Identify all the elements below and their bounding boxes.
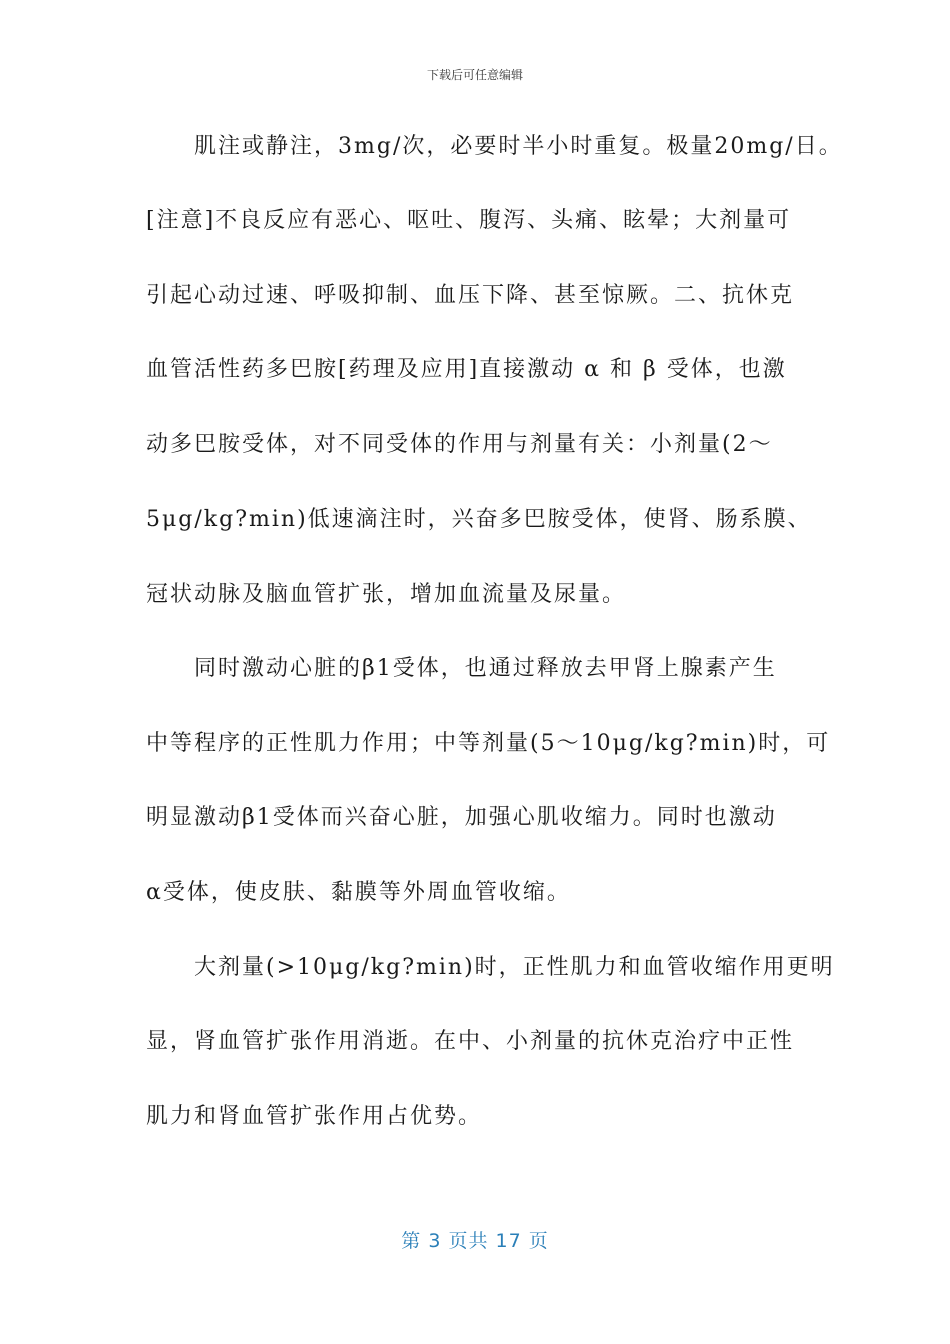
text-line: 肌注或静注，3mg/次，必要时半小时重复。极量20mg/日。 [194, 134, 843, 159]
text-line: 同时激动心脏的β1受体，也通过释放去甲肾上腺素产生 [194, 656, 777, 681]
text-line: 显，肾血管扩张作用消逝。在中、小剂量的抗休克治疗中正性 [146, 1029, 795, 1054]
text-line: 引起心动过速、呼吸抑制、血压下降、甚至惊厥。二、抗休克 [146, 283, 795, 308]
page-number-footer: 第 3 页共 17 页 [401, 1230, 549, 1252]
text-line: α受体，使皮肤、黏膜等外周血管收缩。 [146, 880, 571, 905]
text-line: 中等程序的正性肌力作用；中等剂量(5～10μg/kg?min)时，可 [146, 731, 831, 756]
text-line: 5μg/kg?min)低速滴注时，兴奋多巴胺受体，使肾、肠系膜、 [146, 507, 812, 532]
text-line: 冠状动脉及脑血管扩张，增加血流量及尿量。 [146, 582, 627, 607]
text-line: 肌力和肾血管扩张作用占优势。 [146, 1104, 483, 1129]
text-line: [注意]不良反应有恶心、呕吐、腹泻、头痛、眩晕；大剂量可 [146, 208, 792, 233]
page-header-note: 下载后可任意编辑 [426, 68, 523, 82]
text-line: 动多巴胺受体，对不同受体的作用与剂量有关：小剂量(2～ [146, 432, 773, 457]
text-line: 血管活性药多巴胺[药理及应用]直接激动 α 和 β 受体，也激 [146, 357, 787, 382]
text-line: 大剂量(>10μg/kg?min)时，正性肌力和血管收缩作用更明 [194, 955, 835, 980]
text-line: 明显激动β1受体而兴奋心脏，加强心肌收缩力。同时也激动 [146, 805, 777, 830]
